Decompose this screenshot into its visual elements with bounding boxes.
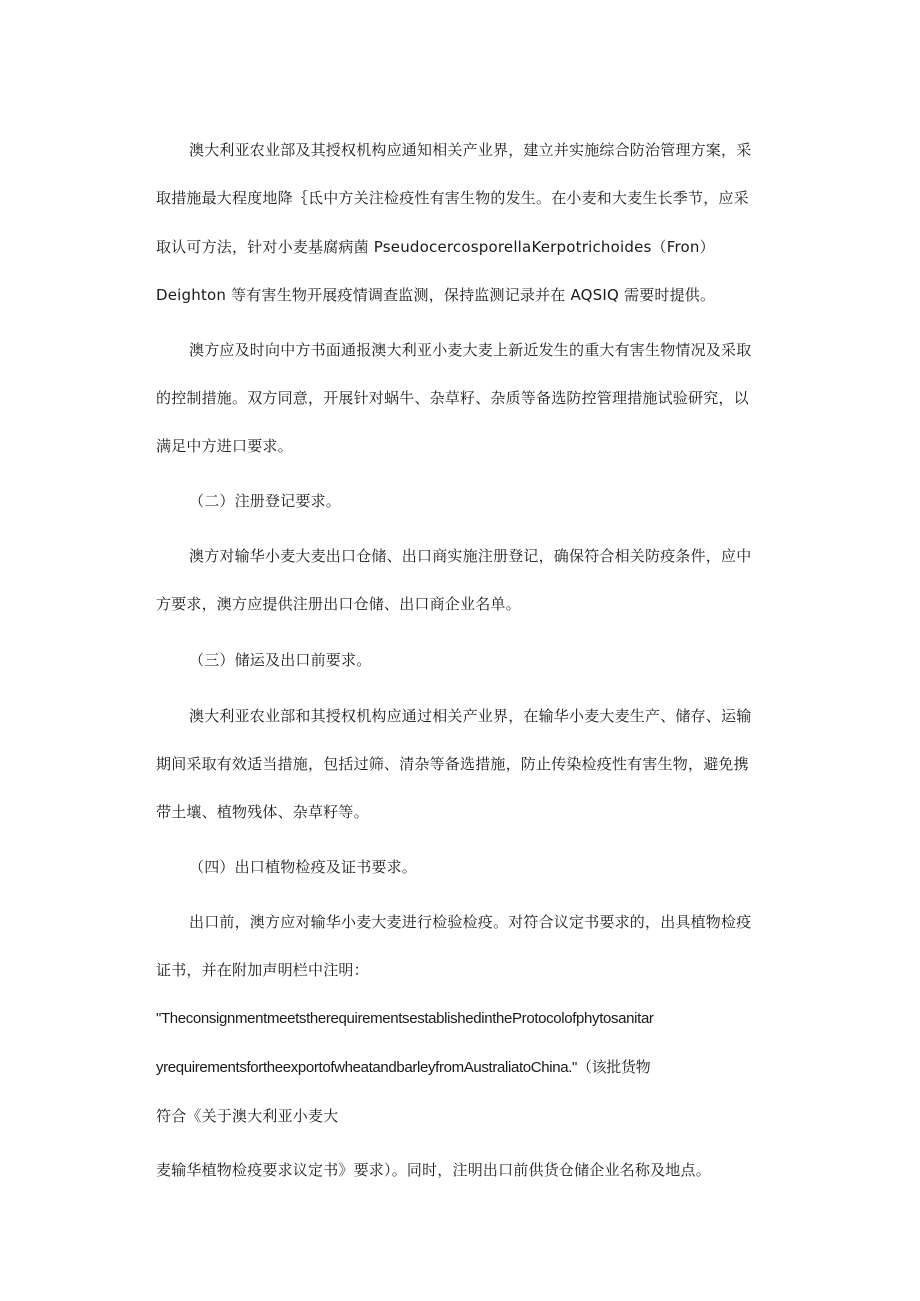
paragraph-4-line-2: 期间采取有效适当措施，包括过筛、清杂等备选措施，防止传染检疫性有害生物，避免携 [156, 755, 749, 773]
paragraph-2-line-1: 澳方应及时向中方书面通报澳大利亚小麦大麦上新近发生的重大有害生物情况及采取 [189, 341, 752, 359]
paragraph-3-line-2: 方要求，澳方应提供注册出口仓储、出口商企业名单。 [156, 595, 521, 613]
paragraph-5-line-2: 证书，并在附加声明栏中注明： [156, 961, 369, 979]
paragraph-4-line-3: 带土壤、植物残体、杂草籽等。 [156, 803, 369, 821]
paragraph-1-line-1: 澳大利亚农业部及其授权机构应通知相关产业界，建立并实施综合防治管理方案，采 [189, 141, 752, 159]
paragraph-3-line-1: 澳方对输华小麦大麦出口仓储、出口商实施注册登记，确保符合相关防疫条件，应中 [189, 547, 752, 565]
section-heading-registration: （二）注册登记要求。 [189, 492, 342, 510]
paragraph-4-line-1: 澳大利亚农业部和其授权机构应通过相关产业界，在输华小麦大麦生产、储存、运输 [189, 707, 752, 725]
paragraph-5-line-3: "TheconsignmentmeetstherequirementsestablishedintheProtocolofphytosanitar [156, 1010, 654, 1027]
paragraph-2-line-3: 满足中方进口要求。 [156, 437, 293, 455]
paragraph-2-line-2: 的控制措施。双方同意，开展针对蜗牛、杂草籽、杂质等备选防控管理措施试验研究，以 [156, 389, 749, 407]
paragraph-1-line-3: 取认可方法，针对小麦基腐病菌 PseudocercosporellaKerpotrichoides（Fron） [156, 238, 715, 256]
paragraph-1-line-4: Deighton 等有害生物开展疫情调查监测，保持监测记录并在 AQSIQ 需要时提供。 [156, 286, 716, 304]
paragraph-5-line-1: 出口前，澳方应对输华小麦大麦进行检验检疫。对符合议定书要求的，出具植物检疫 [189, 913, 752, 931]
section-heading-certificate: （四）出口植物检疫及证书要求。 [189, 858, 418, 876]
paragraph-5-line-6: 麦输华植物检疫要求议定书》要求）。同时，注明出口前供货仓储企业名称及地点。 [156, 1161, 711, 1179]
paragraph-5-line-5: 符合《关于澳大利亚小麦大 [156, 1107, 339, 1125]
paragraph-1-line-2: 取措施最大程度地降｛氐中方关注检疫性有害生物的发生。在小麦和大麦生长季节，应采 [156, 189, 749, 207]
section-heading-storage: （三）储运及出口前要求。 [189, 651, 372, 669]
paragraph-5-line-4: yrequirementsfortheexportofwheatandbarleyfromAustraliatoChina."（该批货物 [156, 1059, 651, 1076]
